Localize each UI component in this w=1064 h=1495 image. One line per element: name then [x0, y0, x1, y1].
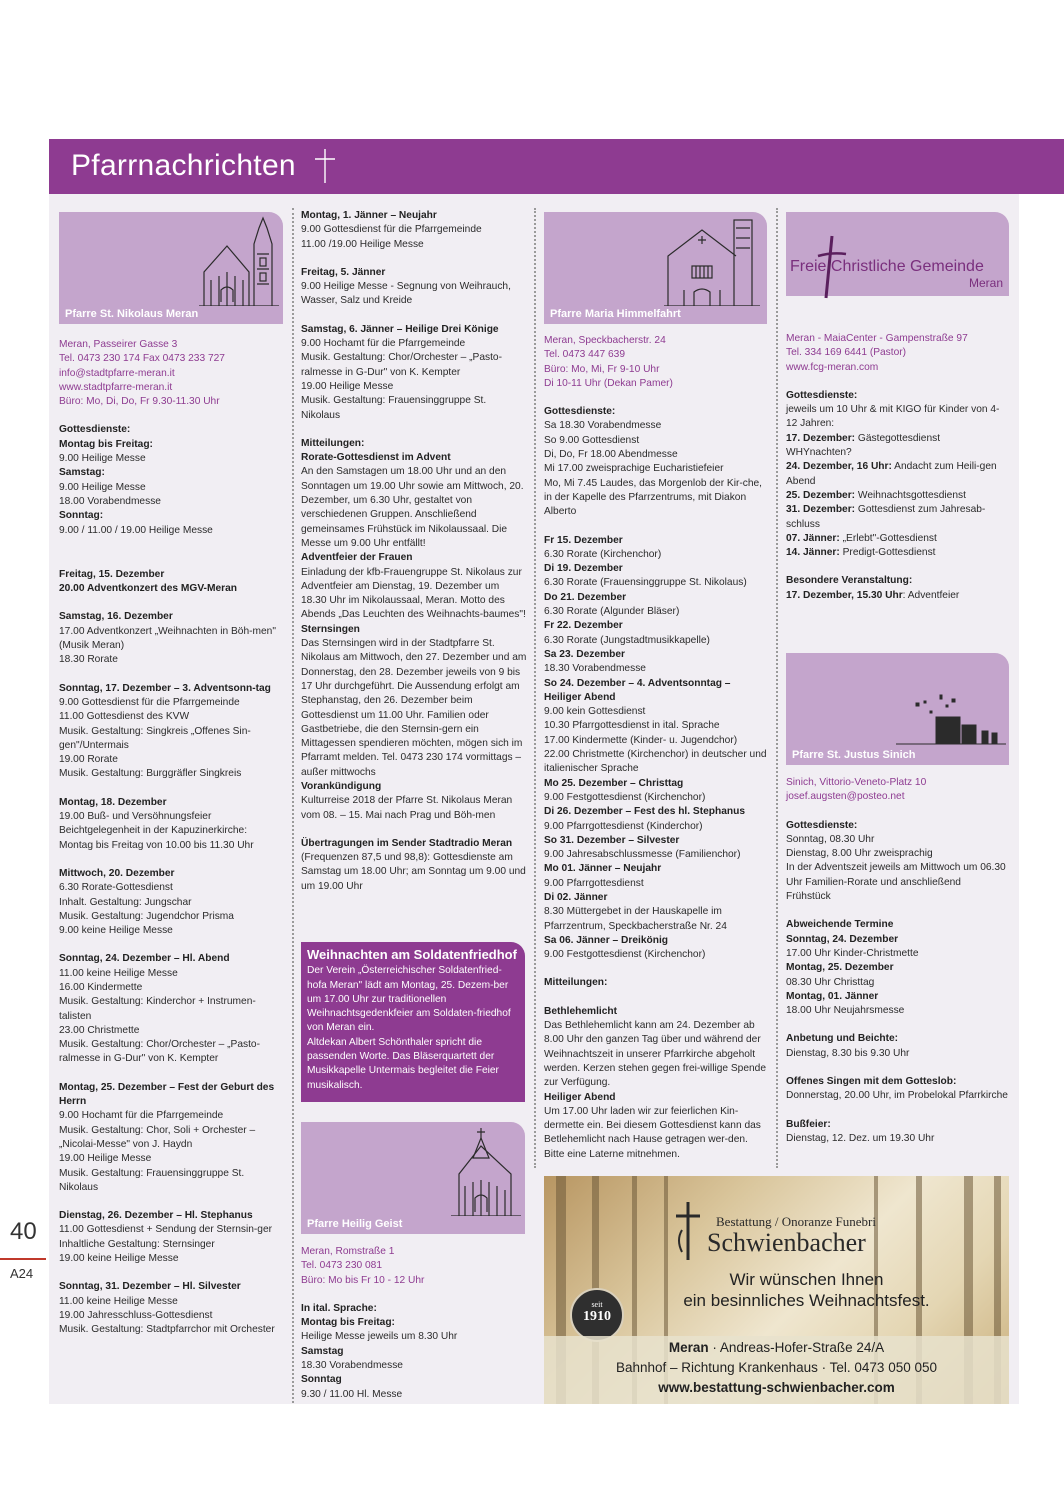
soldatenfriedhof-text: Der Verein „Österreichischer Soldatenfried-hofa Meran" lädt am Montag, 25. Dezem-ber um 17.00 Uhr zur traditionellen Weihnachtsgedenkfeier am Soldaten-friedhof von Meran ein. Altdekan Albert Schönthaler spricht die passenden Worte. Das Bläserquartett der Musikkapelle Untermais begleitet die Feier musikalisch.: [307, 965, 511, 1091]
event-heading: Do 21. Dezember: [544, 591, 627, 603]
event-block: [59, 952, 279, 1066]
column-heilig-geist: [301, 1245, 527, 1402]
office-hours: Büro: Mo, Di, Do, Fr 9.30-11.30 Uhr: [59, 396, 220, 408]
event-heading: Sonntag, 24. Dezember – Hl. Abend: [59, 953, 230, 965]
section-header: [49, 139, 1064, 194]
rorate-heading: Rorate-Gottesdienst im Advent: [301, 452, 451, 464]
church-label: Pfarre St. Justus Sinich: [792, 749, 916, 761]
services-heading: Gottesdienste:: [786, 389, 858, 401]
fcg-date-item: [786, 503, 1008, 532]
event-block: [544, 591, 770, 620]
fcg-date-text: Gottesdienst zum Jahresab-schluss: [786, 504, 986, 530]
services-block: [59, 423, 279, 537]
mitteilungen-heading: Mitteilungen:: [544, 977, 608, 989]
event-heading: Di 02. Jänner: [544, 891, 608, 903]
column-divider: [534, 208, 536, 1168]
column-divider: [776, 208, 778, 1168]
services-heading: Gottesdienste:: [544, 406, 616, 418]
page-code: A24: [10, 1266, 34, 1281]
service-time: 18.30 Vorabendmesse: [301, 1360, 403, 1372]
st-justus-services: [786, 819, 1008, 905]
contact-st-justus: [786, 776, 1008, 805]
phone: Tel. 0473 447 639: [544, 349, 626, 361]
event-text: 9.00 Hochamt für die Pfarrgemeinde Musik. Gestaltung: Chor, Soli + Orchester – „Nicolai-Messe" von J. Haydn 19.00 Heilige Messe Musik. Gestaltung: Frauensinggruppe St. Nikolaus: [59, 1110, 256, 1193]
mitteilungen-block: [301, 437, 527, 823]
church-label: Pfarre St. Nikolaus Meran: [65, 308, 199, 320]
fcg-date-text: Andacht zum Heili-gen Abend: [786, 461, 997, 487]
vorankuendigung-heading: Vorankündigung: [301, 780, 382, 792]
service-time: 9.00 / 11.00 / 19.00 Heilige Messe: [59, 524, 213, 536]
phone: Tel. 0473 230 174 Fax 0473 233 727: [59, 353, 225, 365]
fcg-date-text: Predigt-Gottesdienst: [839, 547, 936, 559]
bussfeier-text: Dienstag, 12. Dez. um 19.30 Uhr: [786, 1132, 935, 1144]
church-label: Pfarre Heilig Geist: [307, 1218, 403, 1230]
church-image-maria-himmelfahrt: [544, 212, 767, 324]
since-seal: [570, 1288, 624, 1342]
event-heading: Sonntag, 31. Dezember – Hl. Silvester: [59, 1281, 241, 1293]
event-block: [544, 834, 770, 863]
event-block: [544, 677, 770, 777]
event-heading: Sonntag, 17. Dezember – 3. Adventsonn-tag: [59, 682, 271, 694]
abweichende-heading: Abweichende Termine: [786, 919, 894, 931]
ad-wish-line-1: Wir wünschen Ihnen: [729, 1270, 884, 1289]
event-heading: Montag, 18. Dezember: [59, 796, 167, 808]
fcg-date-item: [786, 532, 1008, 546]
fcg-date: 24. Dezember, 16 Uhr:: [786, 461, 892, 473]
event-text: 19.00 Buß- und Versöhnungsfeier Beichtgelegenheit in der Kapuzinerkirche: Montag bis Freitag von 10.00 bis 11.30 Uhr: [59, 811, 254, 851]
event-heading: Di 26. Dezember – Fest des hl. Stephanus: [544, 806, 745, 818]
event-block: [59, 610, 279, 667]
contact-heilig-geist: [301, 1245, 527, 1288]
frauen-heading: Adventfeier der Frauen: [301, 552, 413, 564]
office-hours: Di 10-11 Uhr (Dekan Pamer): [544, 377, 673, 389]
abw-text: 18.00 Uhr Neujahrsmesse: [786, 1005, 905, 1017]
singen-heading: Offenes Singen mit dem Gotteslob:: [786, 1076, 957, 1088]
event-text: 6.30 Rorate-Gottesdienst Inhalt. Gestaltung: Jungschar Musik. Gestaltung: Jugendchor Prisma 9.00 keine Heilige Messe: [59, 882, 234, 937]
column-divider: [292, 208, 294, 1403]
funeral-cross-icon: [668, 1200, 708, 1262]
services-text: Sonntag, 08.30 Uhr Dienstag, 8.00 Uhr zweisprachig In der Adventszeit jeweils am Mittwoch um 06.30 Uhr Familien-Rorate und anschließend Frühstück: [786, 833, 1006, 903]
contact-maria-himmelfahrt: [544, 334, 770, 391]
radio-heading: Übertragungen im Sender Stadtradio Meran: [301, 837, 513, 849]
bussfeier-heading: Bußfeier:: [786, 1118, 831, 1130]
event-block: [544, 619, 770, 648]
ad-subtitle: Bestattung / Onoranze Funebri: [716, 1214, 876, 1229]
anbetung-text: Dienstag, 8.30 bis 9.30 Uhr: [786, 1047, 910, 1059]
event-text: 9.00 Gottesdienst für die Pfarrgemeinde 11.00 /19.00 Heilige Messe: [301, 224, 482, 250]
service-day: In ital. Sprache: Montag bis Freitag:: [301, 1302, 395, 1329]
office-hours: Büro: Mo bis Fr 10 - 12 Uhr: [301, 1274, 425, 1286]
event-heading: Sa 06. Jänner – Dreikönig: [544, 934, 669, 946]
fcg-logo-box: [786, 212, 1009, 296]
special-heading: Besondere Veranstaltung:: [786, 575, 913, 587]
event-text: 9.00 Festgottesdienst (Kirchenchor): [544, 949, 706, 961]
sternsingen-heading: Sternsingen: [301, 623, 360, 635]
soldatenfriedhof-box: [301, 942, 525, 1102]
church-label: Pfarre Maria Himmelfahrt: [550, 308, 681, 320]
church-st-nikolaus-icon: [199, 214, 279, 306]
service-day: Sonntag: [301, 1374, 342, 1386]
church-maria-himmelfahrt-icon: [664, 216, 760, 306]
anbetung-heading: Anbetung und Beichte:: [786, 1033, 899, 1045]
seal-year: 1910: [583, 1309, 611, 1324]
event-block: [59, 867, 279, 938]
event-heading: Sa 23. Dezember: [544, 648, 625, 660]
service-time: 9.30 / 11.00 Hl. Messe: [301, 1388, 403, 1400]
ad-address-line: [544, 1340, 1009, 1355]
column-2: [301, 209, 527, 908]
service-time: 9.00 Heilige Messe: [59, 453, 146, 465]
bethlehemlicht-heading: Bethlehemlicht: [544, 1005, 618, 1017]
event-block: [544, 648, 770, 677]
event-text: 9.00 Hochamt für die Pfarrgemeinde Musik. Gestaltung: Chor/Orchester – „Pasto-ralmesse in G-Dur" von K. Kempter 19.00 Heilige Messe Musik. Gestaltung: Frauensinggruppe St. Nikolaus: [301, 338, 502, 421]
office-hours: Büro: Mo, Mi, Fr 9-10 Uhr: [544, 363, 660, 375]
event-text: 6.30 Rorate (Kirchenchor): [544, 548, 662, 560]
event-text: 6.30 Rorate (Frauensinggruppe St. Nikolaus): [544, 577, 747, 589]
special-date: 17. Dezember, 15.30 Uhr: [786, 589, 903, 601]
event-block: [544, 562, 770, 591]
mitteilungen-heading: Mitteilungen:: [301, 437, 365, 449]
address: Sinich, Vittorio-Veneto-Platz 10: [786, 777, 927, 788]
special-event-block: [786, 574, 1008, 603]
event-block: [301, 266, 527, 309]
event-text: 9.00 Heilige Messe - Segnung von Weihrauch, Wasser, Salz und Kreide: [301, 281, 511, 307]
services-heading: Gottesdienste:: [786, 819, 858, 831]
section-title: Pfarrnachrichten: [71, 149, 296, 182]
church-st-justus-icon: [896, 683, 1006, 745]
event-heading: Montag, 25. Dezember – Fest der Geburt des Herrn: [59, 1081, 275, 1108]
fcg-date-item: [786, 432, 1008, 461]
abw-text: 17.00 Uhr Kinder-Christmette: [786, 947, 919, 959]
email-link[interactable]: info@stadtpfarre-meran.it: [59, 367, 175, 379]
event-block: [59, 568, 279, 597]
ad-company-name: Schwienbacher: [707, 1228, 866, 1257]
event-block: [59, 1081, 279, 1195]
ad-website-link[interactable]: www.bestattung-schwienbacher.com: [658, 1380, 895, 1395]
event-block: [301, 209, 527, 252]
event-text: 11.00 keine Heilige Messe 16.00 Kindermette Musik. Gestaltung: Kinderchor + Instrumen-talisten 23.00 Christmette Musik. Gestaltung: Chor/Orchester – „Pasto-ralmesse in G-Dur" von K. Kempter: [59, 967, 260, 1065]
fcg-date-text: Gästegottesdienst WHYnachten?: [786, 432, 941, 459]
event-heading: Dienstag, 26. Dezember – Hl. Stephanus: [59, 1210, 253, 1222]
bussfeier-block: [786, 1118, 1008, 1147]
event-heading: Samstag, 16. Dezember: [59, 611, 173, 623]
event-block: [301, 323, 527, 423]
event-block: [544, 934, 770, 963]
page-number: 40: [10, 1218, 37, 1245]
event-heading: Fr 15. Dezember: [544, 534, 623, 546]
fcg-date-text: Weihnachtsgottesdienst: [855, 489, 966, 501]
ad-phone-line: Bahnhof – Richtung Krankenhaus · Tel. 0473 050 050: [616, 1360, 937, 1375]
ad-wish-line-2: ein besinnliches Weihnachtsfest.: [683, 1291, 930, 1310]
abw-date: Sonntag, 24. Dezember: [786, 933, 899, 945]
fcg-date: 14. Jänner:: [786, 547, 840, 559]
radio-block: [301, 837, 527, 894]
email-link[interactable]: josef.augsten@posteo.net: [786, 791, 905, 803]
singen-text: Donnerstag, 20.00 Uhr, im Probelokal Pfarrkirche: [786, 1090, 1008, 1102]
contact-fcg: [786, 332, 1008, 375]
event-block: [59, 796, 279, 853]
column-st-nikolaus: [59, 330, 279, 1352]
event-heading: Fr 22. Dezember: [544, 620, 623, 632]
events-block: [544, 534, 770, 963]
event-heading: Mittwoch, 20. Dezember: [59, 867, 175, 879]
fcg-date-item: [786, 489, 1008, 503]
advertisement-schwienbacher: [544, 1176, 1009, 1404]
event-text: 17.00 Adventkonzert „Weihnachten in Böh-men" (Musik Meran) 18.30 Rorate: [59, 625, 276, 666]
service-day: Samstag:: [59, 467, 105, 479]
event-heading: Freitag, 5. Jänner: [301, 266, 386, 278]
soldatenfriedhof-title: Weihnachten am Soldatenfriedhof: [307, 947, 517, 962]
phone: Tel. 0473 230 081: [301, 1260, 383, 1272]
service-day: Montag bis Freitag:: [59, 438, 153, 450]
event-text: 9.00 Festgottesdienst (Kirchenchor): [544, 791, 706, 803]
event-block: [59, 682, 279, 782]
event-text: 11.00 Gottesdienst + Sendung der Sternsin-ger Inhaltliche Gestaltung: Sternsinger 19.00 keine Heilige Messe: [59, 1224, 273, 1265]
fcg-city: Meran: [968, 276, 1003, 290]
mitteilungen-block: [544, 1005, 770, 1162]
church-heilig-geist-icon: [451, 1128, 521, 1216]
services-text: jeweils um 10 Uhr & mit KIGO für Kinder von 4-12 Jahren:: [786, 404, 1000, 430]
abw-date: Montag, 01. Jänner: [786, 990, 879, 1002]
mitteilungen-heading-block: [544, 976, 770, 990]
page-number-rule: [0, 1258, 46, 1260]
event-text: 18.30 Vorabendmesse: [544, 663, 646, 675]
fcg-date-item: [786, 460, 1008, 489]
website-link[interactable]: www.fcg-meran.com: [786, 361, 879, 373]
event-heading: Mo 01. Jänner – Neujahr: [544, 863, 662, 875]
services-block: [544, 405, 770, 519]
event-block: [544, 777, 770, 806]
fcg-name: Freie Christliche Gemeinde: [790, 258, 984, 275]
event-heading: So 24. Dezember – 4. Adventsonntag – Heiliger Abend: [544, 677, 731, 703]
website-link[interactable]: www.stadtpfarre-meran.it: [59, 381, 173, 393]
bethlehemlicht-text: Das Bethlehemlicht kann am 24. Dezember ab 8.00 Uhr den ganzen Tag über und während der Weihnachtszeit in unserer Pfarrkirche abgeholt werden. Kerzen stehen gegen frei-willige Spende zur Verfügung.: [544, 1020, 767, 1089]
fcg-date-item: [786, 546, 1008, 560]
singen-block: [786, 1075, 1008, 1104]
rorate-text: An den Samstagen um 18.00 Uhr und an den Sonntagen um 19.00 Uhr sowie am Mittwoch, 20. Dezember, um 6.30 Uhr, gestaltet von verschiedenen Gruppen. Anschließend gemeinsames Frühstück im Nikolaussaal. Die Messe um 9.00 Uhr entfällt!: [301, 466, 524, 549]
fcg-services-block: [786, 389, 1008, 561]
event-text: 9.00 Pfarrgottesdienst (Kinderchor): [544, 820, 703, 832]
fcg-date: 25. Dezember:: [786, 489, 856, 501]
vorankuendigung-text: Kulturreise 2018 der Pfarre St. Nikolaus Meran vom 08. – 15. Mai nach Prag und Böh-men: [301, 795, 513, 821]
fcg-date-text: „Erlebt"-Gottesdienst: [839, 532, 937, 544]
heiliger-abend-text: Um 17.00 Uhr laden wir zur feierlichen Kin-dermette ein. Bei diesem Gottesdienst kann das Betlehemlicht nach Hause getragen wer-den. Bitte eine Laterne mitnehmen.: [544, 1105, 761, 1160]
event-block: [544, 891, 770, 934]
fcg-date: 17. Dezember:: [786, 432, 856, 444]
event-heading: Samstag, 6. Jänner – Heilige Drei Könige: [301, 323, 499, 335]
fcg-date: 07. Jänner:: [786, 532, 840, 544]
contact-st-nikolaus: [59, 338, 279, 409]
event-heading: Di 19. Dezember: [544, 563, 623, 575]
service-time: Heilige Messe jeweils um 8.30 Uhr: [301, 1331, 458, 1343]
event-heading: Freitag, 15. Dezember 20.00 Adventkonzert des MGV-Meran: [59, 568, 237, 595]
address: Meran - MaiaCenter - Gampenstraße 97: [786, 333, 968, 344]
event-block: [544, 534, 770, 563]
church-image-st-justus: [786, 653, 1009, 765]
event-text: 8.30 Müttergebet in der Hauskapelle im Pfarrzentrum, Speckbacherstraße Nr. 24: [544, 906, 727, 932]
anbetung-block: [786, 1032, 1008, 1061]
special-text: : Adventfeier: [902, 589, 960, 601]
event-text: 6.30 Rorate (Algunder Bläser): [544, 606, 680, 618]
abw-text: 08.30 Uhr Christtag: [786, 976, 875, 988]
address: Meran, Romstraße 1: [301, 1246, 395, 1257]
event-block: [59, 1209, 279, 1266]
heiliger-abend-heading: Heiliger Abend: [544, 1091, 616, 1103]
event-block: [544, 862, 770, 891]
service-time: 9.00 Heilige Messe 18.00 Vorabendmesse: [59, 481, 161, 507]
ad-address: · Andreas-Hofer-Straße 24/A: [708, 1340, 885, 1355]
seal-text: seit: [591, 1300, 603, 1309]
event-text: 6.30 Rorate (Jungstadtmusikkapelle): [544, 634, 710, 646]
event-text: 11.00 keine Heilige Messe 19.00 Jahresschluss-Gottesdienst Musik. Gestaltung: Stadtpfarrchor mit Orchester: [59, 1295, 275, 1336]
column-fcg: [786, 332, 1008, 617]
services-block: [301, 1302, 527, 1402]
event-heading: Mo 25. Dezember – Christtag: [544, 777, 684, 789]
column-maria-himmelfahrt: [544, 330, 770, 1162]
event-text: 9.00 kein Gottesdienst 10.30 Pfarrgottesdienst in ital. Sprache 17.00 Kindermette (Kinder- u. Jugendchor) 22.00 Christmette (Kirchenchor) in deutscher und italienischer Sprache: [544, 706, 767, 775]
address: Meran, Speckbacherstr. 24: [544, 335, 666, 346]
radio-text: (Frequenzen 87,5 und 98,8): Gottesdienste am Samstag um 18.00 Uhr; am Sonntag um 9.00 und um 19.00 Uhr: [301, 852, 526, 892]
abw-date: Montag, 25. Dezember: [786, 962, 894, 974]
services-heading: Gottesdienste:: [59, 424, 131, 436]
sternsingen-text: Das Sternsingen wird in der Stadtpfarre St. Nikolaus am Mittwoch, den 27. Dezember und am Donnerstag, den 28. Dezember jeweils von 9 bis 17 Uhr durchgeführt. Die Aussendung erfolgt am Stephanstag, den 26. Dezember beim Gottesdienst um 11.00 Uhr. Familien oder Gastbetriebe, die den Sternsin-gern ein Mittagessen spendieren möchten, mögen sich im Pfarramt melden. Tel. 0473 230 174 vormittags – außer mittwochs: [301, 638, 527, 778]
services-text: Sa 18.30 Vorabendmesse So 9.00 Gottesdienst Di, Do, Fr 18.00 Abendmesse Mi 17.00 zweisprachige Eucharistiefeier Mo, Mi 7.45 Laudes, das Morgenlob der Kir-che, in der Kapelle des Pfarrzentrums, mit Diakon Alberto: [544, 420, 763, 518]
event-text: 9.00 Gottesdienst für die Pfarrgemeinde 11.00 Gottesdienst des KVW Musik. Gestaltung: Singkreis „Offenes Sin-gen"/Untermais 19.00 Rorate Musik. Gestaltung: Burggräfler Singkreis: [59, 696, 251, 780]
service-day: Sonntag:: [59, 510, 104, 522]
cross-icon: [311, 147, 339, 185]
fcg-date: 31. Dezember:: [786, 504, 856, 516]
event-block: [59, 1280, 279, 1337]
church-image-heilig-geist: [301, 1122, 525, 1234]
ad-city: Meran: [668, 1340, 709, 1355]
phone: Tel. 334 169 6441 (Pastor): [786, 347, 907, 359]
service-day: Samstag: [301, 1345, 344, 1357]
address: Meran, Passeirer Gasse 3: [59, 339, 178, 350]
church-image-st-nikolaus: [59, 212, 283, 324]
column-st-justus: [786, 776, 1008, 1160]
event-text: 9.00 Pfarrgottesdienst: [544, 877, 644, 889]
abweichende-termine: [786, 918, 1008, 1018]
event-heading: So 31. Dezember – Silvester: [544, 834, 680, 846]
event-block: [544, 805, 770, 834]
frauen-text: Einladung der kfb-Frauengruppe St. Nikolaus zur Adventfeier am Dienstag, 19. Dezember um 18.30 Uhr im Nikolaussaal, Meran. Motto des Abends „Das Leuchten des Weihnachts-baumes"!: [301, 566, 526, 621]
event-heading: Montag, 1. Jänner – Neujahr: [301, 210, 437, 221]
event-text: 9.00 Jahresabschlussmesse (Familienchor): [544, 849, 741, 861]
